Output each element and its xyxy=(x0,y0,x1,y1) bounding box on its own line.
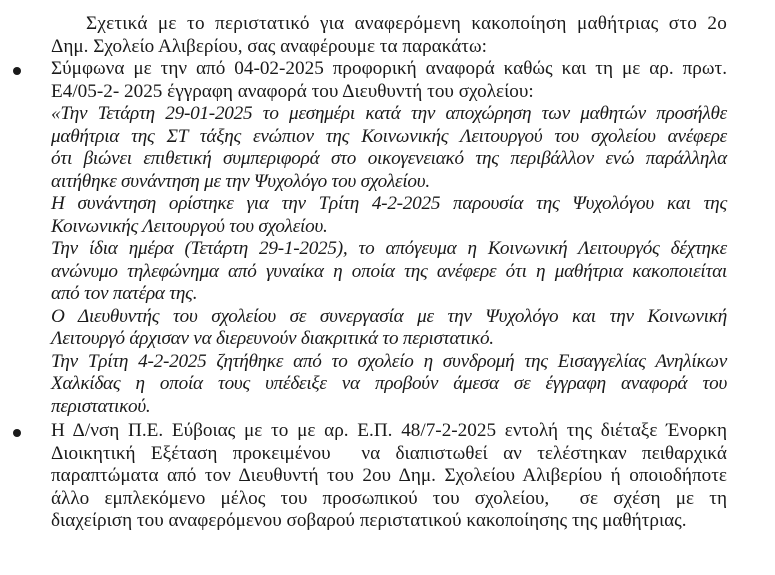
quote-line: από τον πατέρα της. xyxy=(51,283,198,304)
bullet-2-line: Διοικητική Εξέταση προκειμένου να διαπιστωθεί αν τελέστηκαν πειθαρχικά xyxy=(51,442,727,464)
quote-line: ότι βιώνει επιθετική συμπεριφορά στο οικογενειακό της περιβάλλον ενώ παράλληλα xyxy=(51,148,727,169)
quote-line: Κοινωνικής Λειτουργού του σχολείου. xyxy=(51,215,328,237)
director-report-quote xyxy=(51,103,727,418)
bullet-2-line: Η Δ/νση Π.Ε. Εύβοιας με το με αρ. Ε.Π. 48/7-2-2025 εντολή της διέταξε Ένορκη xyxy=(51,420,727,441)
bullet-dot-icon xyxy=(13,67,21,75)
bullet-1-line-2 xyxy=(51,81,727,104)
bullet-2-line: άλλο εμπλεκόμενο μέλος του προσωπικού του σχολείου, σε σχέση με τη xyxy=(51,487,727,509)
quote-line: περιστατικού. xyxy=(51,395,151,417)
quote-line: Την Τρίτη 4-2-2025 ζητήθηκε από το σχολείο η συνδρομή της Εισαγγελίας Ανηλίκων xyxy=(51,350,727,372)
bullet-item-2 xyxy=(51,420,727,533)
quote-line: Λειτουργό άρχισαν να διερευνούν διακριτικά το περιστατικό. xyxy=(51,328,494,349)
bullet-1-line-2-text: Ε4/05-2- 2025 έγγραφη αναφορά του Διευθυντή του σχολείου: xyxy=(51,80,534,102)
intro-paragraph xyxy=(51,13,727,58)
intro-line-2 xyxy=(51,36,727,59)
intro-line-1-text: Σχετικά με το περιστατικό για αναφερόμενη κακοποίηση μαθήτριας στο 2ο xyxy=(86,13,727,34)
document-page xyxy=(0,13,775,533)
intro-line-1 xyxy=(51,13,727,36)
quote-line: ανώνυμο τηλεφώνημα από γυναίκα η οποία της ανέφερε ότι η μαθήτρια κακοποιείται xyxy=(51,260,727,282)
bullet-1-line-1 xyxy=(51,58,727,81)
bullet-2-line: διαχείριση του αναφερόμενου σοβαρού περιστατικού κακοποίησης της μαθήτριας. xyxy=(51,510,687,531)
bullet-1-line-1-text: Σύμφωνα με την από 04-02-2025 προφορική αναφορά καθώς και τη με αρ. πρωτ. xyxy=(51,58,727,79)
quote-line: Η συνάντηση ορίστηκε για την Τρίτη 4-2-2025 παρουσία της Ψυχολόγου και της xyxy=(51,193,727,214)
bullet-2-line: παραπτώματα από τον Διευθυντή του 2ου Δημ. Σχολείου Αλιβερίου ή οποιοδήποτε xyxy=(51,465,727,486)
quote-line: αιτήθηκε συνάντηση με την Ψυχολόγο του σχολείου. xyxy=(51,170,430,192)
quote-line: μαθήτρια της ΣΤ τάξης ενώπιον της Κοινωνικής Λειτουργού του σχολείου ανέφερε xyxy=(51,125,727,147)
intro-line-2-text: Δημ. Σχολείο Αλιβερίου, σας αναφέρουμε τα παρακάτω: xyxy=(51,35,487,57)
quote-line: Χαλκίδας η οποία τους υπέδειξε να προβούν άμεσα σε έγγραφη αναφορά του xyxy=(51,373,727,394)
quote-line: Ο Διευθυντής του σχολείου σε συνεργασία με την Ψυχολόγο και την Κοινωνική xyxy=(51,305,727,327)
quote-line: Την ίδια ημέρα (Τετάρτη 29-1-2025), το απόγευμα η Κοινωνική Λειτουργός δέχτηκε xyxy=(51,238,727,259)
bullet-dot-icon xyxy=(13,429,21,437)
bullet-item-1 xyxy=(51,58,727,418)
quote-line: «Την Τετάρτη 29-01-2025 το μεσημέρι κατά την αποχώρηση των μαθητών προσήλθε xyxy=(51,103,727,124)
